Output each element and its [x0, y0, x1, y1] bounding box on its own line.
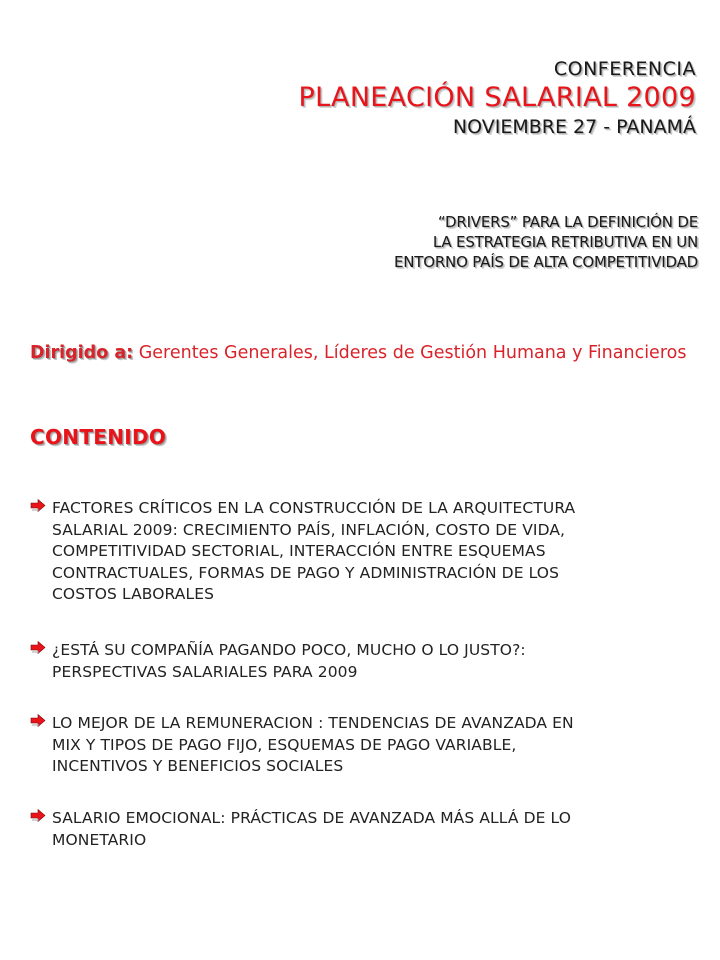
conference-subtitle — [394, 212, 698, 272]
subtitle-line: “DRIVERS” PARA LA DEFINICIÓN DE — [437, 213, 698, 231]
content-line: LO MEJOR DE LA REMUNERACION : TENDENCIAS DE AVANZADA EN — [52, 714, 574, 732]
content-item-text — [52, 640, 700, 683]
content-line: MIX Y TIPOS DE PAGO FIJO, ESQUEMAS DE PAGO VARIABLE, — [52, 735, 517, 754]
target-audience — [30, 342, 700, 365]
content-item-text — [52, 713, 700, 778]
red-arrow-bullet-icon — [30, 499, 46, 512]
content-item — [30, 498, 700, 606]
content-line: MONETARIO — [52, 830, 147, 849]
conference-title: PLANEACIÓN SALARIAL 2009 — [298, 82, 696, 113]
content-line: INCENTIVOS Y BENEFICIOS SOCIALES — [52, 757, 344, 775]
content-item-text — [52, 498, 700, 606]
subtitle-line: LA ESTRATEGIA RETRIBUTIVA EN UN — [432, 233, 698, 251]
subtitle-line: ENTORNO PAÍS DE ALTA COMPETITIVIDAD — [393, 253, 698, 271]
audience-label: Dirigido a: — [30, 343, 134, 363]
audience-text: Gerentes Generales, Líderes de Gestión Humana y Financieros — [133, 343, 687, 363]
content-line: COMPETITIVIDAD SECTORIAL, INTERACCIÓN ENTRE ESQUEMAS — [52, 542, 546, 560]
content-item — [30, 640, 700, 683]
content-line: FACTORES CRÍTICOS EN LA CONSTRUCCIÓN DE LA ARQUITECTURA — [52, 499, 576, 517]
content-line: ¿ESTÁ SU COMPAÑÍA PAGANDO POCO, MUCHO O LO JUSTO?: — [52, 641, 526, 659]
content-line: COSTOS LABORALES — [52, 585, 215, 603]
content-line: SALARIO EMOCIONAL: PRÁCTICAS DE AVANZADA MÁS ALLÁ DE LO — [52, 809, 572, 827]
red-arrow-bullet-icon — [30, 714, 46, 727]
content-line: SALARIAL 2009: CRECIMIENTO PAÍS, INFLACIÓN, COSTO DE VIDA, — [52, 520, 566, 539]
conference-label: CONFERENCIA — [553, 58, 696, 80]
conference-date-location: NOVIEMBRE 27 - PANAMÁ — [452, 116, 696, 138]
content-line: PERSPECTIVAS SALARIALES PARA 2009 — [52, 662, 358, 681]
conference-header — [299, 56, 697, 140]
content-line: CONTRACTUALES, FORMAS DE PAGO Y ADMINISTRACIÓN DE LOS — [52, 563, 560, 582]
contents-title: CONTENIDO — [30, 425, 167, 449]
content-item — [30, 713, 700, 778]
content-item — [30, 808, 700, 851]
red-arrow-bullet-icon — [30, 641, 46, 654]
red-arrow-bullet-icon — [30, 809, 46, 822]
content-item-text — [52, 808, 700, 851]
